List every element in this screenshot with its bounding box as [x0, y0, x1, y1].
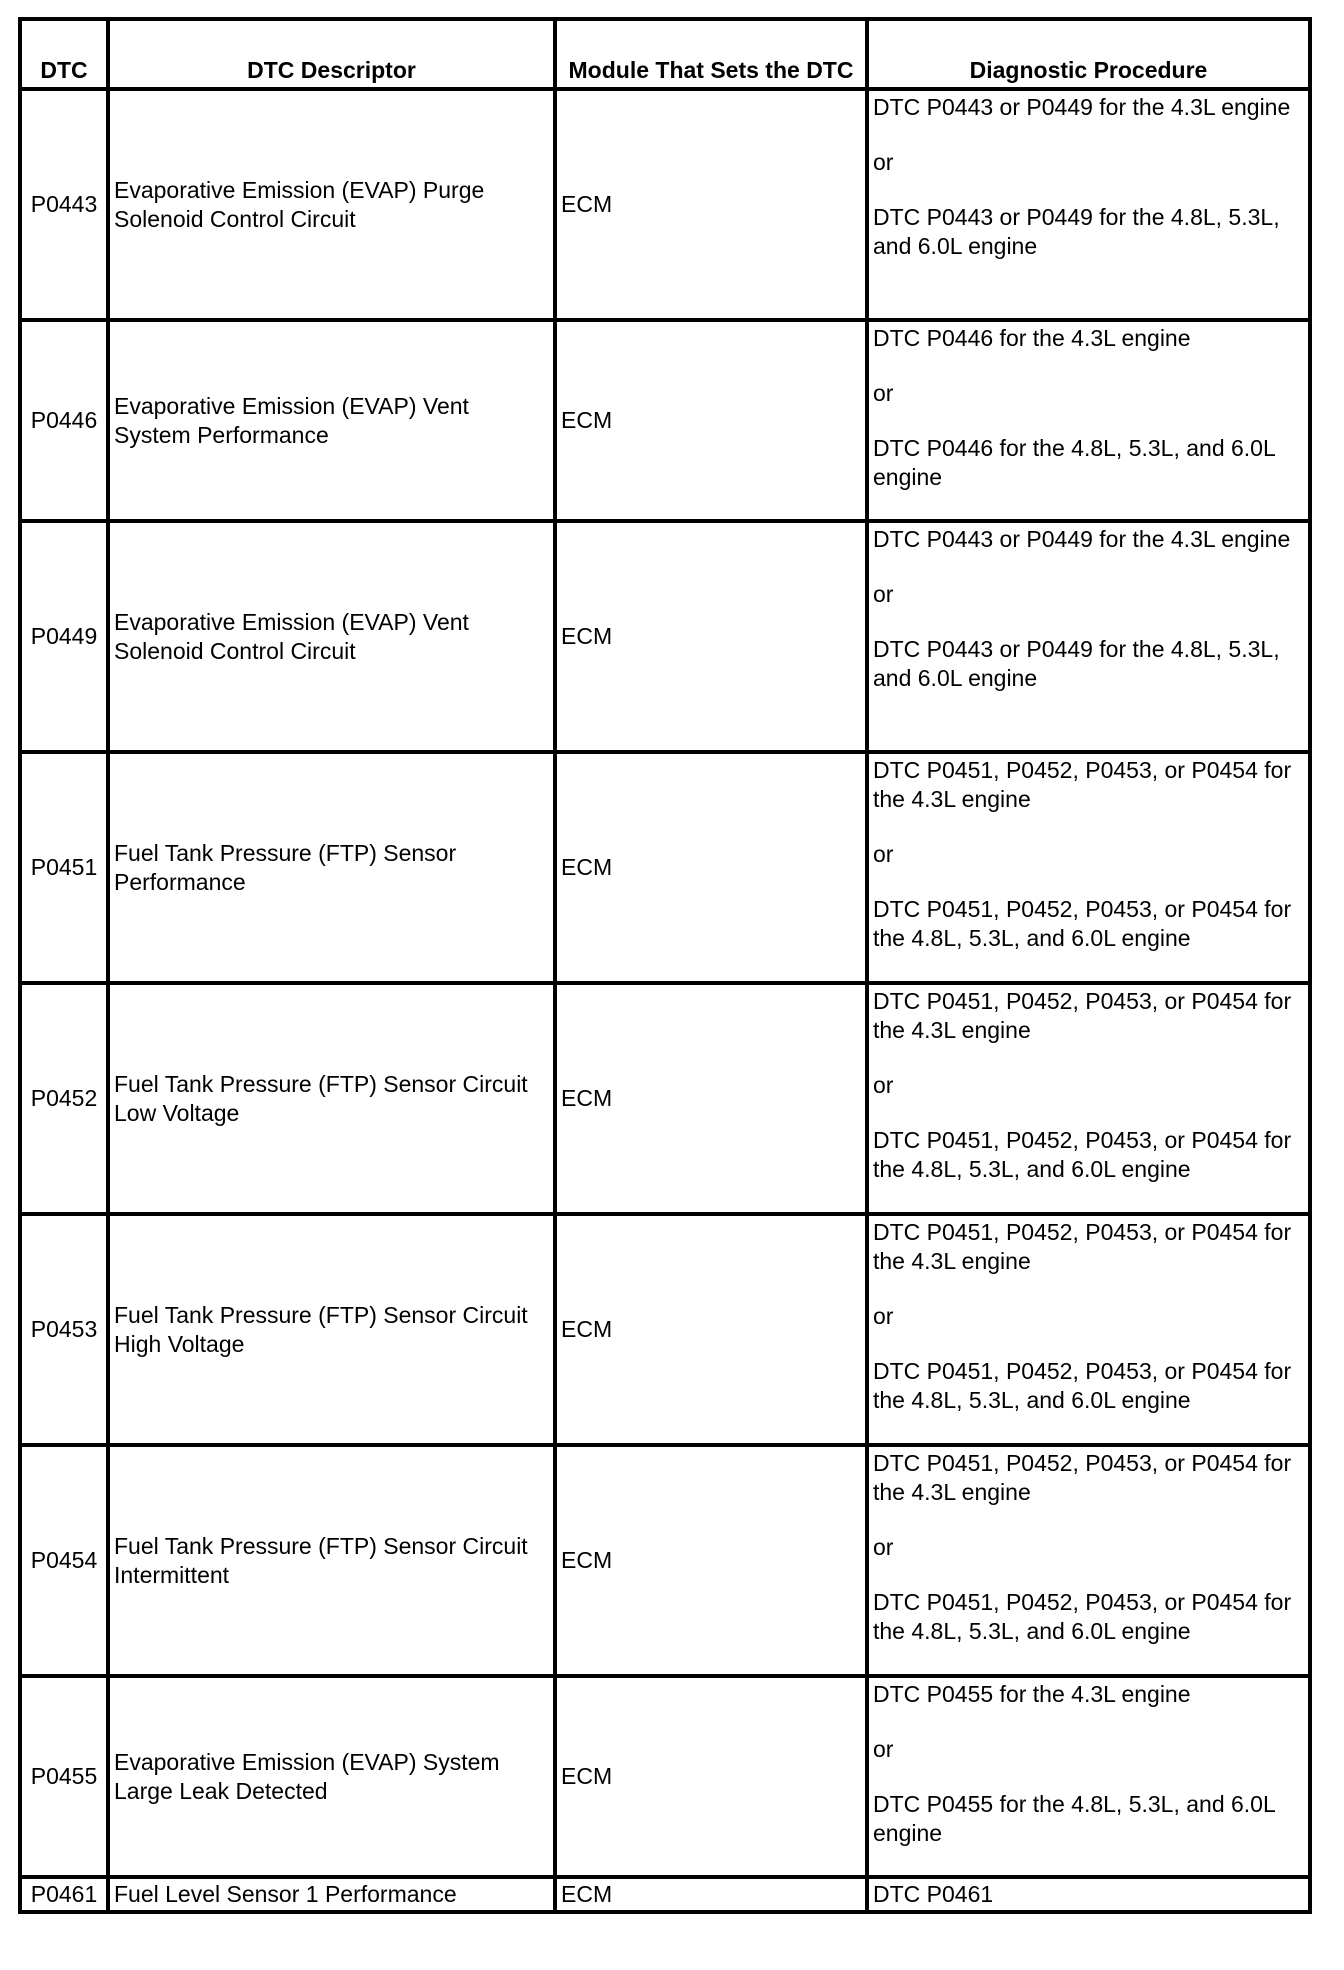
- dtc-code-cell: P0443: [20, 89, 108, 320]
- dtc-code-cell: P0461: [20, 1877, 108, 1912]
- dtc-descriptor-cell: Fuel Tank Pressure (FTP) Sensor Performance: [108, 752, 555, 983]
- procedure-or-text: or: [873, 841, 894, 867]
- dtc-descriptor-cell: Fuel Tank Pressure (FTP) Sensor Circuit Intermittent: [108, 1445, 555, 1676]
- dtc-descriptor-cell: Fuel Tank Pressure (FTP) Sensor Circuit High Voltage: [108, 1214, 555, 1445]
- procedure-link-primary[interactable]: DTC P0451, P0452, P0453, or P0454 for the 4.3L engine: [873, 1450, 1292, 1505]
- header-dtc: DTC: [20, 19, 108, 89]
- table-row: [20, 89, 1310, 320]
- dtc-code-cell: P0455: [20, 1676, 108, 1877]
- procedure-link-primary[interactable]: DTC P0451, P0452, P0453, or P0454 for the 4.3L engine: [873, 1219, 1292, 1274]
- dtc-code-cell: P0454: [20, 1445, 108, 1676]
- procedure-cell: [867, 752, 1310, 983]
- procedure-or-text: or: [873, 1534, 894, 1560]
- dtc-table: [18, 17, 1312, 1914]
- table-row: [20, 320, 1310, 521]
- procedure-link-primary[interactable]: DTC P0461: [873, 1881, 994, 1907]
- module-cell: ECM: [555, 752, 867, 983]
- procedure-link-secondary[interactable]: DTC P0443 or P0449 for the 4.8L, 5.3L, and 6.0L engine: [873, 636, 1280, 691]
- dtc-descriptor-cell: Fuel Level Sensor 1 Performance: [108, 1877, 555, 1912]
- header-descriptor: DTC Descriptor: [108, 19, 555, 89]
- procedure-link-primary[interactable]: DTC P0443 or P0449 for the 4.3L engine: [873, 526, 1291, 552]
- module-cell: ECM: [555, 983, 867, 1214]
- module-cell: ECM: [555, 89, 867, 320]
- dtc-descriptor-cell: Evaporative Emission (EVAP) Vent System Performance: [108, 320, 555, 521]
- procedure-link-secondary[interactable]: DTC P0451, P0452, P0453, or P0454 for the 4.8L, 5.3L, and 6.0L engine: [873, 1358, 1292, 1413]
- dtc-code-cell: P0452: [20, 983, 108, 1214]
- procedure-link-secondary[interactable]: DTC P0451, P0452, P0453, or P0454 for the 4.8L, 5.3L, and 6.0L engine: [873, 1127, 1292, 1182]
- module-cell: ECM: [555, 1445, 867, 1676]
- dtc-descriptor-cell: Evaporative Emission (EVAP) Vent Solenoid Control Circuit: [108, 521, 555, 752]
- module-cell: ECM: [555, 320, 867, 521]
- header-module: Module That Sets the DTC: [555, 19, 867, 89]
- procedure-link-secondary[interactable]: DTC P0451, P0452, P0453, or P0454 for the 4.8L, 5.3L, and 6.0L engine: [873, 896, 1292, 951]
- table-row: [20, 1676, 1310, 1877]
- procedure-cell: [867, 1877, 1310, 1912]
- procedure-cell: [867, 983, 1310, 1214]
- procedure-link-primary[interactable]: DTC P0443 or P0449 for the 4.3L engine: [873, 94, 1291, 120]
- procedure-link-primary[interactable]: DTC P0451, P0452, P0453, or P0454 for the 4.3L engine: [873, 757, 1292, 812]
- module-cell: ECM: [555, 1214, 867, 1445]
- procedure-link-secondary[interactable]: DTC P0455 for the 4.8L, 5.3L, and 6.0L engine: [873, 1791, 1275, 1846]
- table-row: [20, 1445, 1310, 1676]
- header-procedure: Diagnostic Procedure: [867, 19, 1310, 89]
- procedure-or-text: or: [873, 380, 894, 406]
- procedure-cell: [867, 1676, 1310, 1877]
- dtc-code-cell: P0451: [20, 752, 108, 983]
- table-row: [20, 521, 1310, 752]
- dtc-descriptor-cell: Fuel Tank Pressure (FTP) Sensor Circuit Low Voltage: [108, 983, 555, 1214]
- table-row: [20, 752, 1310, 983]
- procedure-or-text: or: [873, 1736, 894, 1762]
- dtc-code-cell: P0449: [20, 521, 108, 752]
- dtc-code-cell: P0446: [20, 320, 108, 521]
- procedure-or-text: or: [873, 1072, 894, 1098]
- dtc-code-cell: P0453: [20, 1214, 108, 1445]
- procedure-link-secondary[interactable]: DTC P0451, P0452, P0453, or P0454 for the 4.8L, 5.3L, and 6.0L engine: [873, 1589, 1292, 1644]
- procedure-link-primary[interactable]: DTC P0455 for the 4.3L engine: [873, 1681, 1191, 1707]
- table-row: [20, 983, 1310, 1214]
- procedure-link-secondary[interactable]: DTC P0446 for the 4.8L, 5.3L, and 6.0L engine: [873, 435, 1275, 490]
- module-cell: ECM: [555, 521, 867, 752]
- module-cell: ECM: [555, 1877, 867, 1912]
- procedure-cell: [867, 1445, 1310, 1676]
- table-header-row: [20, 19, 1310, 89]
- module-cell: ECM: [555, 1676, 867, 1877]
- procedure-cell: [867, 521, 1310, 752]
- procedure-or-text: or: [873, 581, 894, 607]
- procedure-or-text: or: [873, 1303, 894, 1329]
- procedure-cell: [867, 320, 1310, 521]
- table-row: [20, 1214, 1310, 1445]
- procedure-link-secondary[interactable]: DTC P0443 or P0449 for the 4.8L, 5.3L, and 6.0L engine: [873, 204, 1280, 259]
- procedure-link-primary[interactable]: DTC P0446 for the 4.3L engine: [873, 325, 1191, 351]
- table-row: [20, 1877, 1310, 1912]
- dtc-descriptor-cell: Evaporative Emission (EVAP) System Large Leak Detected: [108, 1676, 555, 1877]
- procedure-cell: [867, 1214, 1310, 1445]
- procedure-cell: [867, 89, 1310, 320]
- dtc-descriptor-cell: Evaporative Emission (EVAP) Purge Solenoid Control Circuit: [108, 89, 555, 320]
- procedure-link-primary[interactable]: DTC P0451, P0452, P0453, or P0454 for the 4.3L engine: [873, 988, 1292, 1043]
- procedure-or-text: or: [873, 149, 894, 175]
